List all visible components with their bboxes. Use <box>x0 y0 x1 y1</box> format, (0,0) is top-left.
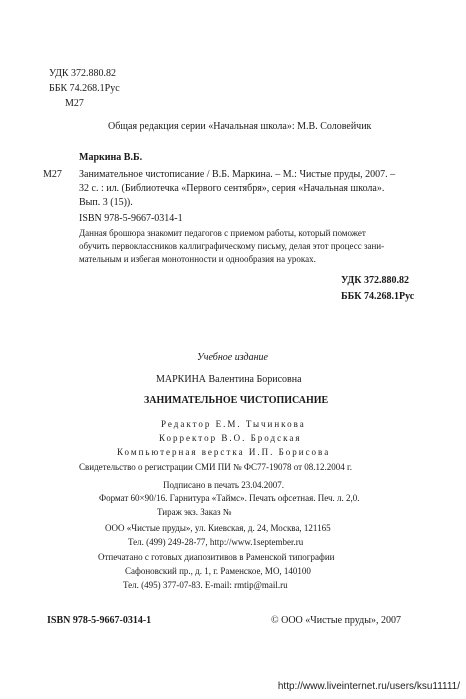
udk-code: УДК 372.880.82 <box>49 68 117 79</box>
author-full-name: МАРКИНА Валентина Борисовна <box>156 374 302 385</box>
annotation-line-3: мательным и избегая монотонности и однообразия на уроках. <box>79 254 316 264</box>
record-description-line-1: Занимательное чистописание / В.Б. Маркина. – М.: Чистые пруды, 2007. – <box>79 169 396 180</box>
proofreader-credit: Корректор В.О. Бродская <box>159 433 302 443</box>
record-description-line-2: 32 с. : ил. (Библиотечка «Первого сентября», серия «Начальная школа». <box>79 183 385 194</box>
bbk-code: ББК 74.268.1Рус <box>49 83 120 94</box>
registration-certificate: Свидетельство о регистрации СМИ ПИ № ФС77-19078 от 08.12.2004 г. <box>79 462 352 472</box>
signed-to-print: Подписано в печать 23.04.2007. <box>163 480 285 490</box>
bbk-code-right: ББК 74.268.1Рус <box>341 291 415 302</box>
annotation-line-2: обучить первоклассников каллиграфическому письму, делая этот процесс зани- <box>79 241 385 251</box>
print-format: Формат 60×90/16. Гарнитура «Таймс». Печать офсетная. Печ. л. 2,0. <box>99 493 360 503</box>
edition-type: Учебное издание <box>197 352 268 363</box>
record-author-mark: М27 <box>43 169 62 180</box>
annotation-line-1: Данная брошюра знакомит педагогов с приемом работы, который поможет <box>79 228 366 238</box>
udk-code-right: УДК 372.880.82 <box>341 275 409 286</box>
series-editor-line: Общая редакция серии «Начальная школа»: М.В. Соловейчик <box>108 121 372 132</box>
publisher-contacts: Тел. (499) 249-28-77, http://www.1september.ru <box>128 537 304 547</box>
print-run: Тираж экз. Заказ № <box>157 507 232 517</box>
book-title: ЗАНИМАТЕЛЬНОЕ ЧИСТОПИСАНИЕ <box>144 395 329 406</box>
record-author: Маркина В.Б. <box>79 152 143 163</box>
editor-credit: Редактор Е.М. Тычинкова <box>161 419 306 429</box>
footer-copyright: © ООО «Чистые пруды», 2007 <box>271 615 401 626</box>
record-isbn: ISBN 978-5-9667-0314-1 <box>79 213 183 224</box>
publisher-address: ООО «Чистые пруды», ул. Киевская, д. 24, Москва, 121165 <box>105 523 331 533</box>
footer-isbn: ISBN 978-5-9667-0314-1 <box>47 615 152 626</box>
author-mark: М27 <box>65 98 84 109</box>
layout-credit: Компьютерная верстка И.П. Борисова <box>117 447 331 457</box>
printed-at: Отпечатано с готовых диапозитивов в Раменской типографии <box>98 552 335 562</box>
watermark-url: http://www.liveinternet.ru/users/ksu11111/ <box>277 681 460 692</box>
record-description-line-3: Вып. 3 (15)). <box>79 197 133 208</box>
printer-address: Сафоновский пр., д. 1, г. Раменское, МО, 140100 <box>125 566 311 576</box>
printer-contacts: Тел. (495) 377-07-83. E-mail: rmtip@mail.ru <box>123 580 288 590</box>
